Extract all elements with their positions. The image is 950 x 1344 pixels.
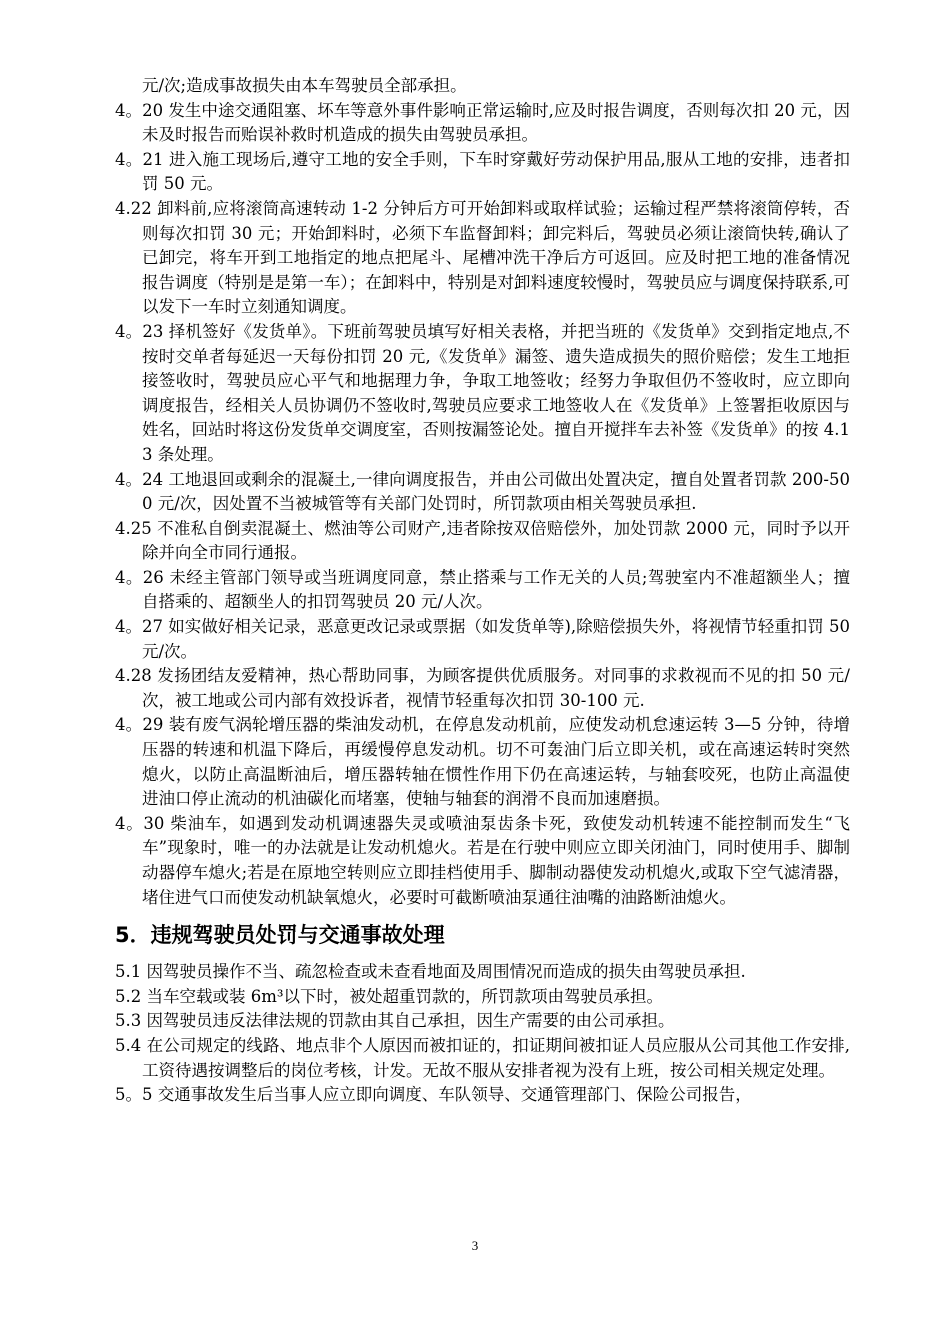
clause-4-20: 4。20 发生中途交通阻塞、坏车等意外事件影响正常运输时,应及时报告调度，否则每次扣 20 元，因未及时报告而贻误补救时机造成的损失由驾驶员承担。	[115, 100, 850, 145]
clause-4-25: 4.25 不准私自倒卖混凝土、燃油等公司财产,违者除按双倍赔偿外，加处罚款 2000 元，同时予以开除并向全市同行通报。	[115, 518, 850, 563]
page-number: 3	[471, 1238, 479, 1253]
document-body	[115, 74, 850, 1108]
clause-4-29: 4。29 装有废气涡轮增压器的柴油发动机，在停息发动机前，应使发动机怠速运转 3—5 分钟，待增压器的转速和机温下降后，再缓慢停息发动机。切不可轰油门后立即关机，或在高速运转时突然熄火，以防止高温断油后，增压器转轴在惯性作用下仍在高速运转，与轴套咬死，也防止高温使进油口停止流动的机油碳化而堵塞，使轴与轴套的润滑不良而加速磨损。	[115, 715, 850, 809]
clause-4-23: 4。23 择机签好《发货单》。下班前驾驶员填写好相关表格，并把当班的《发货单》交到指定地点,不按时交单者每延迟一天每份扣罚 20 元,《发货单》漏签、遗失造成损失的照价赔偿；发生工地拒接签收时，驾驶员应心平气和地据理力争，争取工地签收；经努力争取但仍不签收时，应立即向调度报告，经相关人员协调仍不签收时,驾驶员应要求工地签收人在《发货单》上签署拒收原因与姓名，回站时将这份发货单交调度室，否则按漏签论处。擅自开搅拌车去补签《发货单》的按 4.13 条处理。	[115, 321, 850, 464]
clause-5-5: 5。5 交通事故发生后当事人应立即向调度、车队领导、交通管理部门、保险公司报告，	[115, 1085, 752, 1105]
clause-4-28: 4.28 发扬团结友爱精神，热心帮助同事，为顾客提供优质服务。对同事的求救视而不见的扣 50 元/次，被工地或公司内部有效投诉者，视情节轻重每次扣罚 30-100 元.	[115, 666, 850, 710]
lead-text: 元/次;造成事故损失由本车驾驶员全部承担。	[142, 76, 467, 95]
clause-5-2: 5.2 当车空载或装 6m³以下时，被处超重罚款的，所罚款项由驾驶员承担。	[115, 986, 663, 1006]
clause-4-21: 4。21 进入施工现场后,遵守工地的安全手则，下车时穿戴好劳动保护用品,服从工地的安排，违者扣罚 50 元。	[115, 149, 850, 194]
clause-4-27: 4。27 如实做好相关记录，恶意更改记录或票据（如发货单等),除赔偿损失外，将视情节轻重扣罚 50 元/次。	[115, 617, 850, 661]
clause-5-3: 5.3 因驾驶员违反法律法规的罚款由其自己承担，因生产需要的由公司承担。	[115, 1011, 675, 1031]
clause-4-30: 4。30 柴油车，如遇到发动机调速器失灵或喷油泵齿条卡死，致使发动机转速不能控制而发生“飞车”现象时，唯一的办法就是让发动机熄火。若是在行驶中则应立即关闭油门，同时使用手、脚制动器停车熄火;若是在原地空转则应立即挂档使用手、脚制动器使发动机熄火,或取下空气滤清器，堵住进气口而使发动机缺氧熄火，必要时可截断喷油泵通往油嘴的油路断油熄火。	[115, 813, 850, 907]
clause-4-22: 4.22 卸料前,应将滚筒高速转动 1-2 分钟后方可开始卸料或取样试验；运输过程严禁将滚筒停转，否则每次扣罚 30 元；开始卸料时，必须下车监督卸料；卸完料后，驾驶员必须让滚筒快转,确认了已卸完，将车开到工地指定的地点把尾斗、尾槽冲洗干净后方可返回。应及时把工地的准备情况报告调度（特别是是第一车）；在卸料中，特别是对卸料速度较慢时，驾驶员应与调度保持联系,可以发下一车时立刻通知调度。	[115, 198, 850, 317]
clause-4-26: 4。26 未经主管部门领导或当班调度同意，禁止搭乘与工作无关的人员;驾驶室内不准超额坐人；擅自搭乘的、超额坐人的扣罚驾驶员 20 元/人次。	[115, 567, 850, 612]
section-5-heading: 5．违规驾驶员处罚与交通事故处理	[115, 923, 445, 948]
clause-5-4: 5.4 在公司规定的线路、地点非个人原因而被扣证的，扣证期间被扣证人员应服从公司其他工作安排,工资待遇按调整后的岗位考核，计发。无故不服从安排者视为没有上班，按公司相关规定处理。	[115, 1035, 850, 1080]
clause-5-1: 5.1 因驾驶员操作不当、疏忽检查或未查看地面及周围情况而造成的损失由驾驶员承担.	[115, 962, 746, 982]
clause-4-24: 4。24 工地退回或剩余的混凝土,一律向调度报告，并由公司做出处置决定，擅自处置者罚款 200-500 元/次，因处置不当被城管等有关部门处罚时，所罚款项由相关驾驶员承担.	[115, 469, 850, 514]
